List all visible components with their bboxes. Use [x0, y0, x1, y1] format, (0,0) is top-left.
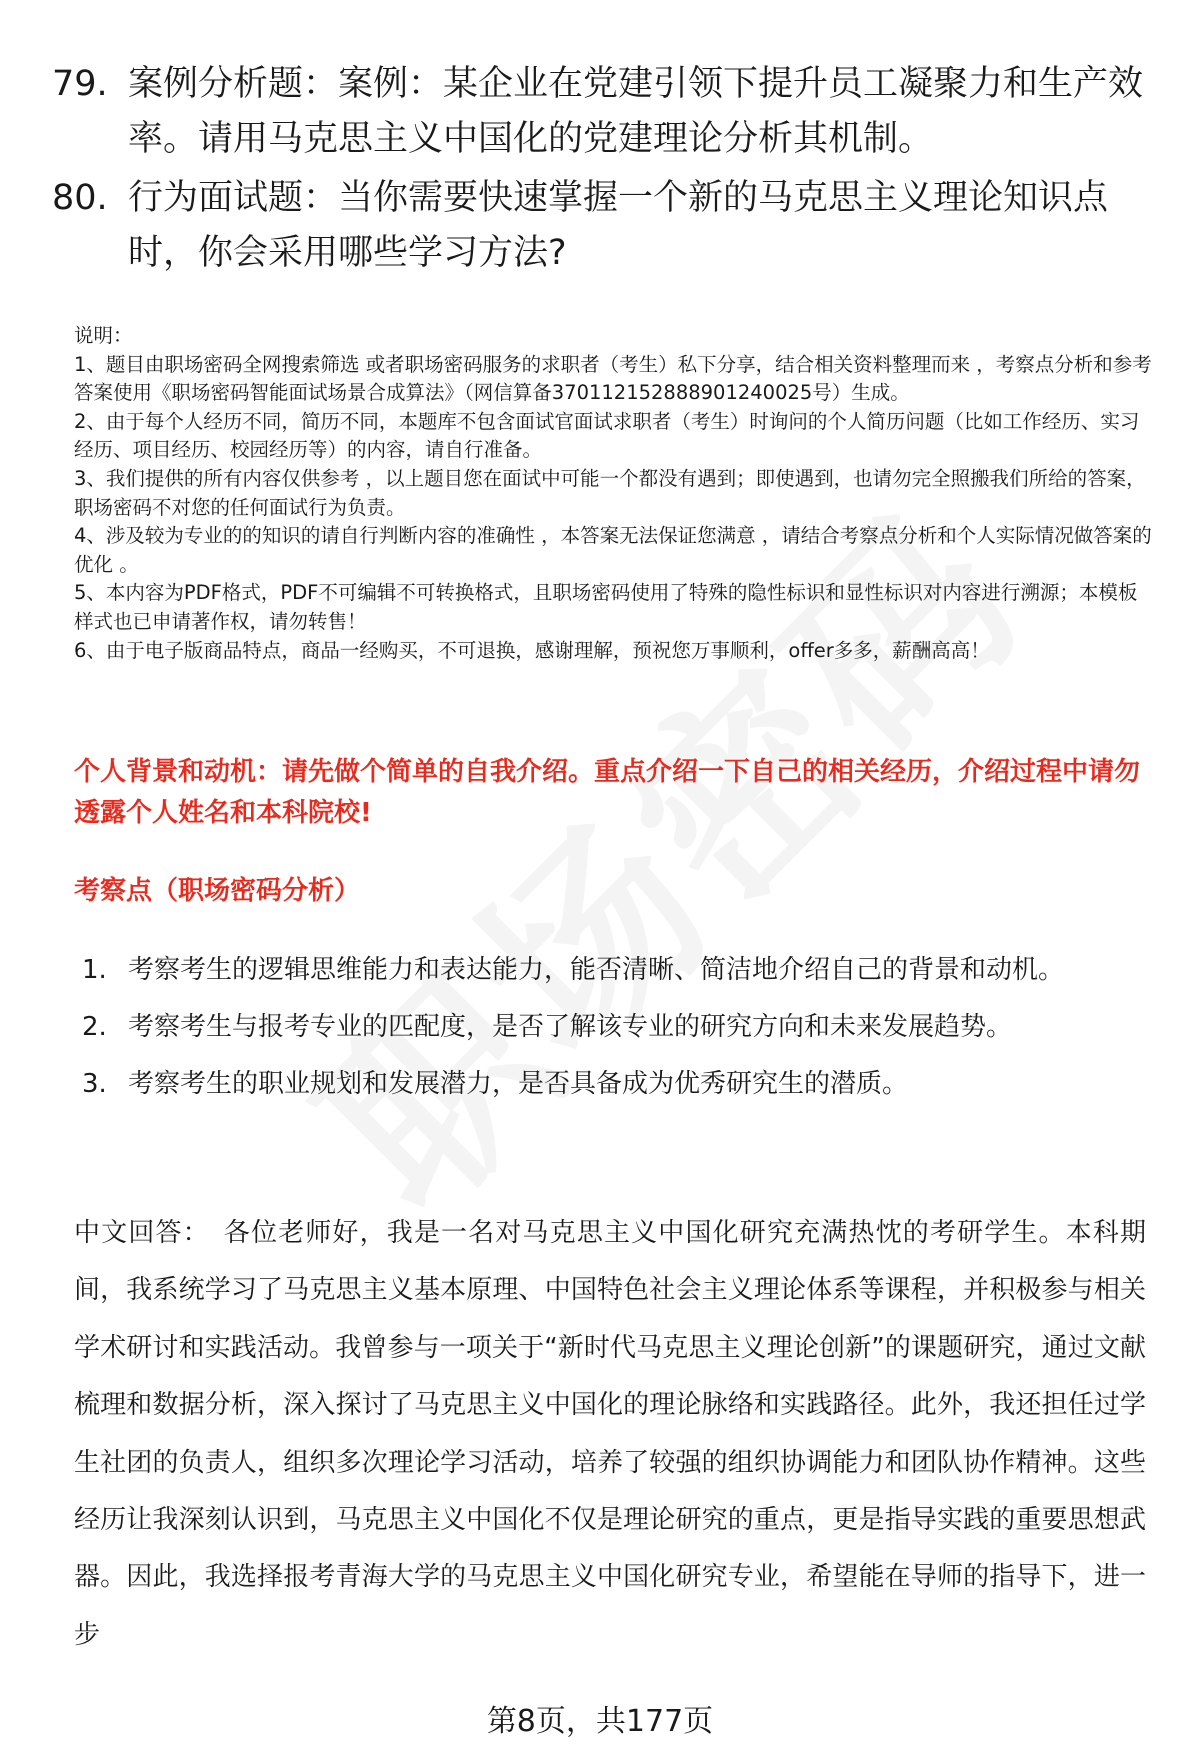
answer-text: 各位老师好，我是一名对马克思主义中国化研究充满热忱的考研学生。本科期间，我系统学习了马克思主义基本原理、中国特色社会主义理论体系等课程，并积极参与相关学术研讨和实践活动。我曾参与一项关于“新时代马克思主义理论创新”的课题研究，通过文献梳理和数据分析，深入探讨了马克思主义中国化的理论脉络和实践路径。此外，我还担任过学生社团的负责人，组织多次理论学习活动，培养了较强的组织协调能力和团队协作精神。这些经历让我深刻认识到，马克思主义中国化不仅是理论研究的重点，更是指导实践的重要思想武器。因此，我选择报考青海大学的马克思主义中国化研究专业，希望能在导师的指导下，进一步 [74, 1218, 1146, 1650]
list-item-text: 考察考生的职业规划和发展潜力，是否具备成为优秀研究生的潜质。 [128, 1069, 909, 1099]
exam-points-title: 考察点（职场密码分析） [74, 876, 361, 906]
list-item-text: 考察考生与报考专业的匹配度，是否了解该专业的研究方向和未来发展趋势。 [128, 1012, 1013, 1042]
question-number: 79. [52, 64, 108, 104]
notes-item: 3、我们提供的所有内容仅供参考 ，以上题目您在面试中可能一个都没有遇到；即使遇到，也请勿完全照搬我们所给的答案，职场密码不对您的任何面试行为负责。 [74, 466, 1146, 519]
list-item [82, 942, 1162, 999]
notes-item: 6、由于电子版商品特点，商品一经购买，不可退换，感谢理解，预祝您万事顺利，offer多多，薪酬高高！ [74, 638, 990, 662]
list-item [82, 999, 1162, 1056]
notes-title: 说明： [74, 324, 133, 347]
disclaimer-notes [74, 322, 1154, 665]
list-item-number: 3. [82, 1069, 107, 1099]
answer-paragraph [74, 1205, 1146, 1664]
notes-item: 1、题目由职场密码全网搜索筛选 或者职场密码服务的求职者（考生）私下分享，结合相关资料整理而来 ，考察点分析和参考答案使用《职场密码智能面试场景合成算法》（网信算备370112152888901240025号）生成。 [74, 352, 1152, 405]
notes-item: 2、由于每个人经历不同，简历不同，本题库不包含面试官面试求职者（考生）时询问的个人简历问题（比如工作经历、实习经历、项目经历、校园经历等）的内容，请自行准备。 [74, 409, 1140, 462]
list-item [82, 1056, 1162, 1113]
notes-item: 4、涉及较为专业的的知识的请自行判断内容的准确性 ，本答案无法保证您满意 ，请结合考察点分析和个人实际情况做答案的优化 。 [74, 524, 1152, 576]
list-item-number: 1. [82, 955, 107, 985]
notes-item: 5、本内容为PDF格式，PDF不可编辑不可转换格式，且职场密码使用了特殊的隐性标识和显性标识对内容进行溯源；本模板样式也已申请著作权，请勿转售！ [74, 581, 1138, 633]
question-text: 案例分析题：案例：某企业在党建引领下提升员工凝聚力和生产效率。请用马克思主义中国化的党建理论分析其机制。 [128, 64, 1144, 159]
question-80 [52, 171, 1152, 281]
background-prompt-heading: 个人背景和动机：请先做个简单的自我介绍。重点介绍一下自己的相关经历，介绍过程中请勿透露个人姓名和本科院校! [74, 757, 1141, 828]
answer-label: 中文回答： [74, 1218, 210, 1248]
exam-points-list [82, 942, 1162, 1113]
page-number: 第8页，共177页 [486, 1704, 714, 1739]
list-item-number: 2. [82, 1012, 107, 1042]
list-item-text: 考察考生的逻辑思维能力和表达能力，能否清晰、简洁地介绍自己的背景和动机。 [128, 955, 1065, 985]
question-text: 行为面试题：当你需要快速掌握一个新的马克思主义理论知识点时，你会采用哪些学习方法? [128, 178, 1109, 273]
question-number: 80. [52, 178, 108, 218]
question-79 [52, 57, 1152, 167]
